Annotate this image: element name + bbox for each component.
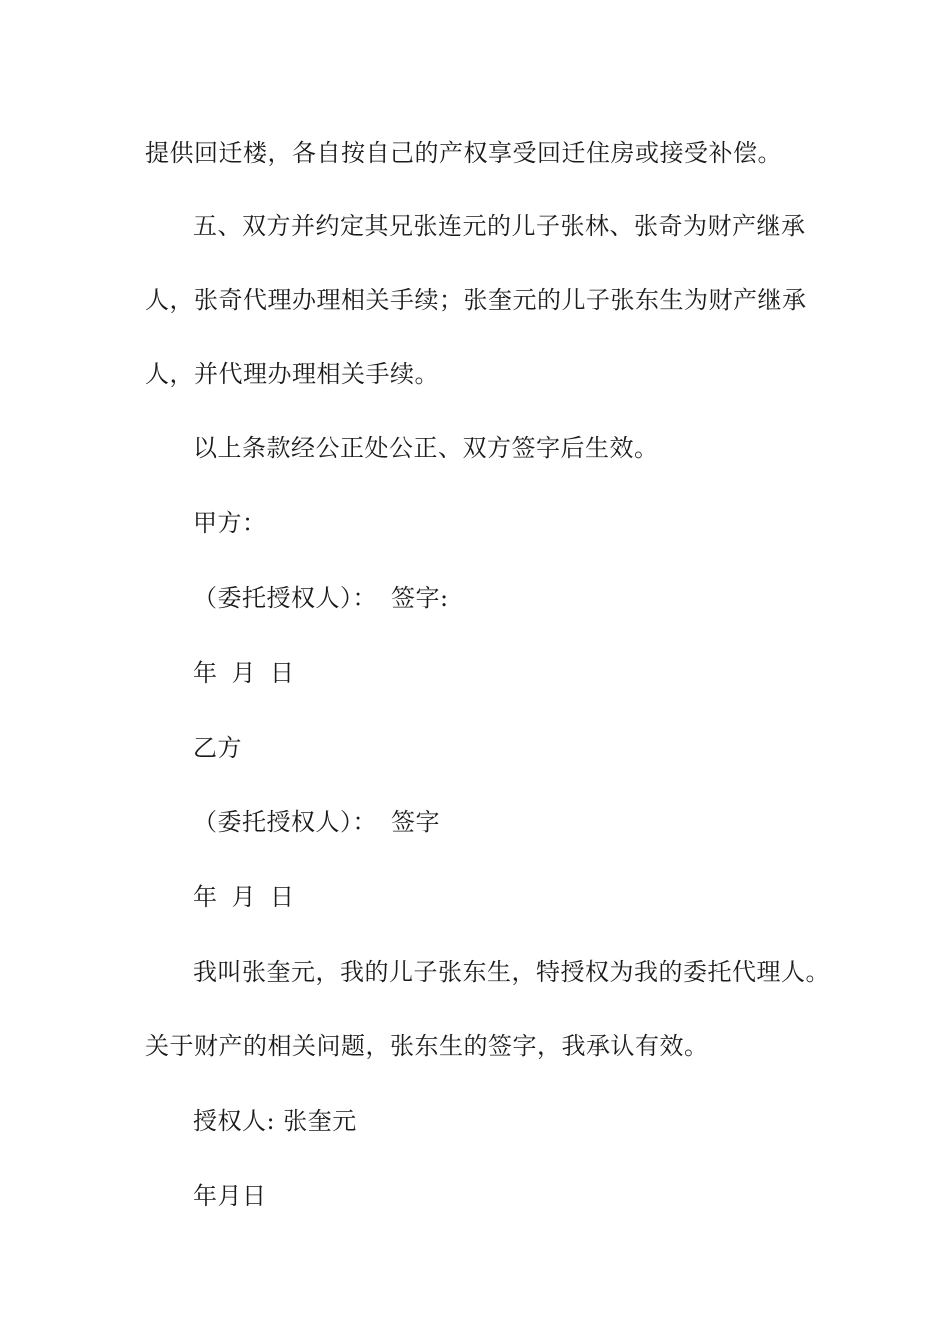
date-year: 年 bbox=[193, 659, 218, 687]
paragraph-line: 人，张奇代理办理相关手续；张奎元的儿子张东生为财产继承 bbox=[145, 286, 807, 314]
authorizer: 授权人: 张奎元 bbox=[193, 1107, 357, 1135]
party-b-label: 乙方 bbox=[193, 734, 242, 762]
date-day: 日 bbox=[270, 883, 295, 911]
party-a-sign-label: 签字: bbox=[391, 584, 449, 612]
party-b-proxy-line bbox=[193, 807, 440, 837]
authorization-line-2: 关于财产的相关问题，张东生的签字，我承认有效。 bbox=[145, 1032, 709, 1060]
party-a-proxy-line bbox=[193, 583, 449, 613]
party-a-date bbox=[193, 658, 295, 688]
date-month: 月 bbox=[231, 883, 256, 911]
authorization-date: 年月日 bbox=[193, 1182, 267, 1210]
date-month: 月 bbox=[231, 659, 256, 687]
party-a-proxy-label: （委托授权人）： bbox=[193, 584, 377, 612]
authorization-line-1: 我叫张奎元，我的儿子张东生，特授权为我的委托代理人。 bbox=[193, 958, 830, 986]
paragraph-line: 提供回迁楼，各自按自己的产权享受回迁住房或接受补偿。 bbox=[145, 139, 782, 167]
paragraph-line: 人，并代理办理相关手续。 bbox=[145, 360, 439, 388]
party-b-date bbox=[193, 882, 295, 912]
party-b-proxy-label: （委托授权人）： bbox=[193, 808, 377, 836]
date-year: 年 bbox=[193, 883, 218, 911]
party-a-label: 甲方： bbox=[193, 509, 267, 537]
date-day: 日 bbox=[270, 659, 295, 687]
paragraph-line: 五、双方并约定其兄张连元的儿子张林、张奇为财产继承 bbox=[193, 212, 806, 240]
party-b-sign-label: 签字 bbox=[391, 808, 440, 836]
paragraph-line: 以上条款经公正处公正、双方签字后生效。 bbox=[193, 434, 659, 462]
